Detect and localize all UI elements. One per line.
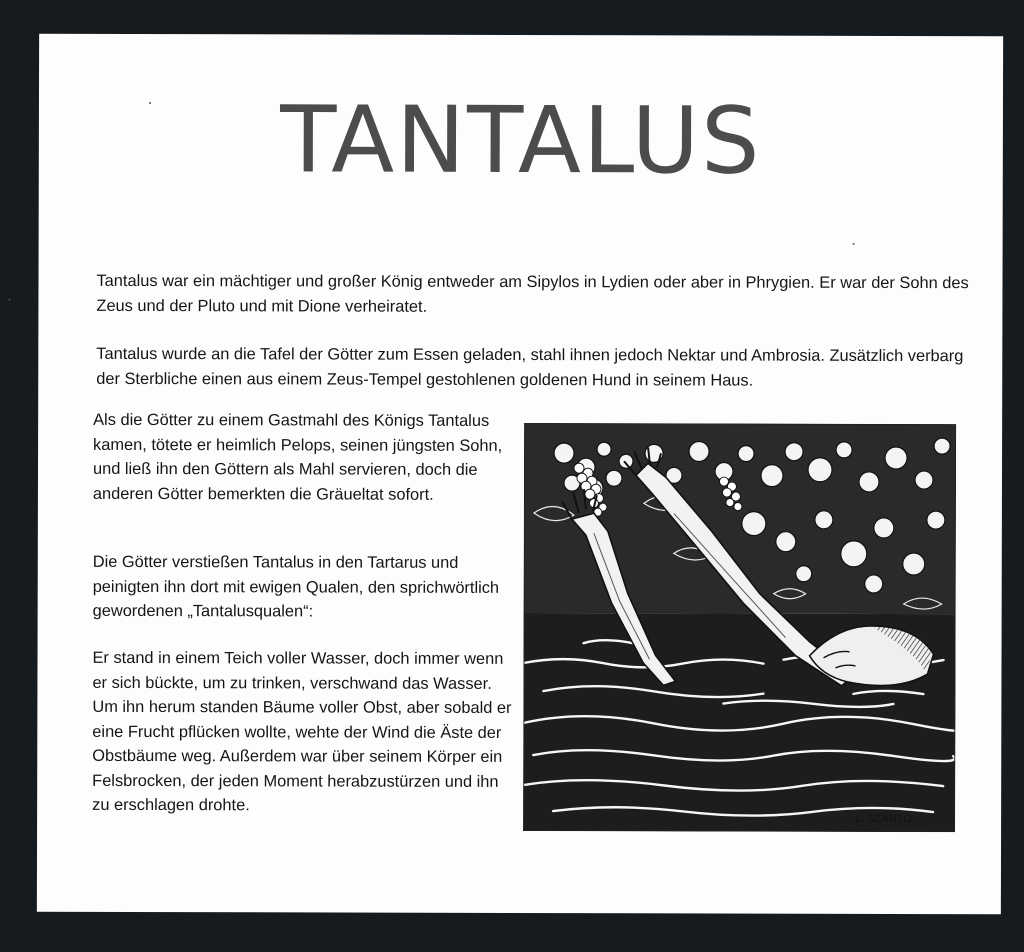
document-page [37, 34, 1003, 915]
paragraph-intro: Tantalus war ein mächtiger und großer König entweder am Sipylos in Lydien oder aber in Phrygien. Er war der Sohn des Zeus und der Pluto und mit Dione verheiratet. [96, 271, 969, 316]
paragraph-pelops: Als die Götter zu einem Gastmahl des Königs Tantalus kamen, tötete er heimlich Pelops, seinen jüngsten Sohn, und ließ ihn den Göttern als Mahl servieren, doch die anderen Götter bemerkten die Gräueltat sofort. [92, 410, 503, 504]
paragraph-tartarus: Die Götter verstießen Tantalus in den Tartarus und peinigten ihn dort mit ewigen Qualen, den sprichwörtlich gewordenen „Tantalusqualen“: [92, 552, 500, 621]
paragraph-theft: Tantalus wurde an die Tafel der Götter zum Essen geladen, stahl ihnen jedoch Nektar und Ambrosia. Zusätzlich verbarg der Sterbliche einen aus einem Zeus-Tempel gestohlenen goldenen Hund in seinem Haus. [96, 344, 964, 390]
illustration-signature: L. SZANTO [855, 812, 912, 826]
paragraph-punishment: Er stand in einem Teich voller Wasser, doch immer wenn er sich bückte, um zu trinken, verschwand das Wasser. Um ihn herum standen Bäume voller Obst, aber sobald er eine Frucht pflücken wollte, wehte der Wind die Äste der Obstbäume weg. Außerdem war über seinem Körper ein Felsbrocken, der jeden Moment herabzustürzen und ihn zu erschlagen drohte. [92, 648, 512, 815]
document-title: TANTALUS [280, 86, 762, 195]
scan-speck [149, 102, 151, 104]
scan-speck [853, 243, 855, 245]
scan-speck [8, 299, 10, 301]
tantalus-illustration [523, 423, 956, 832]
